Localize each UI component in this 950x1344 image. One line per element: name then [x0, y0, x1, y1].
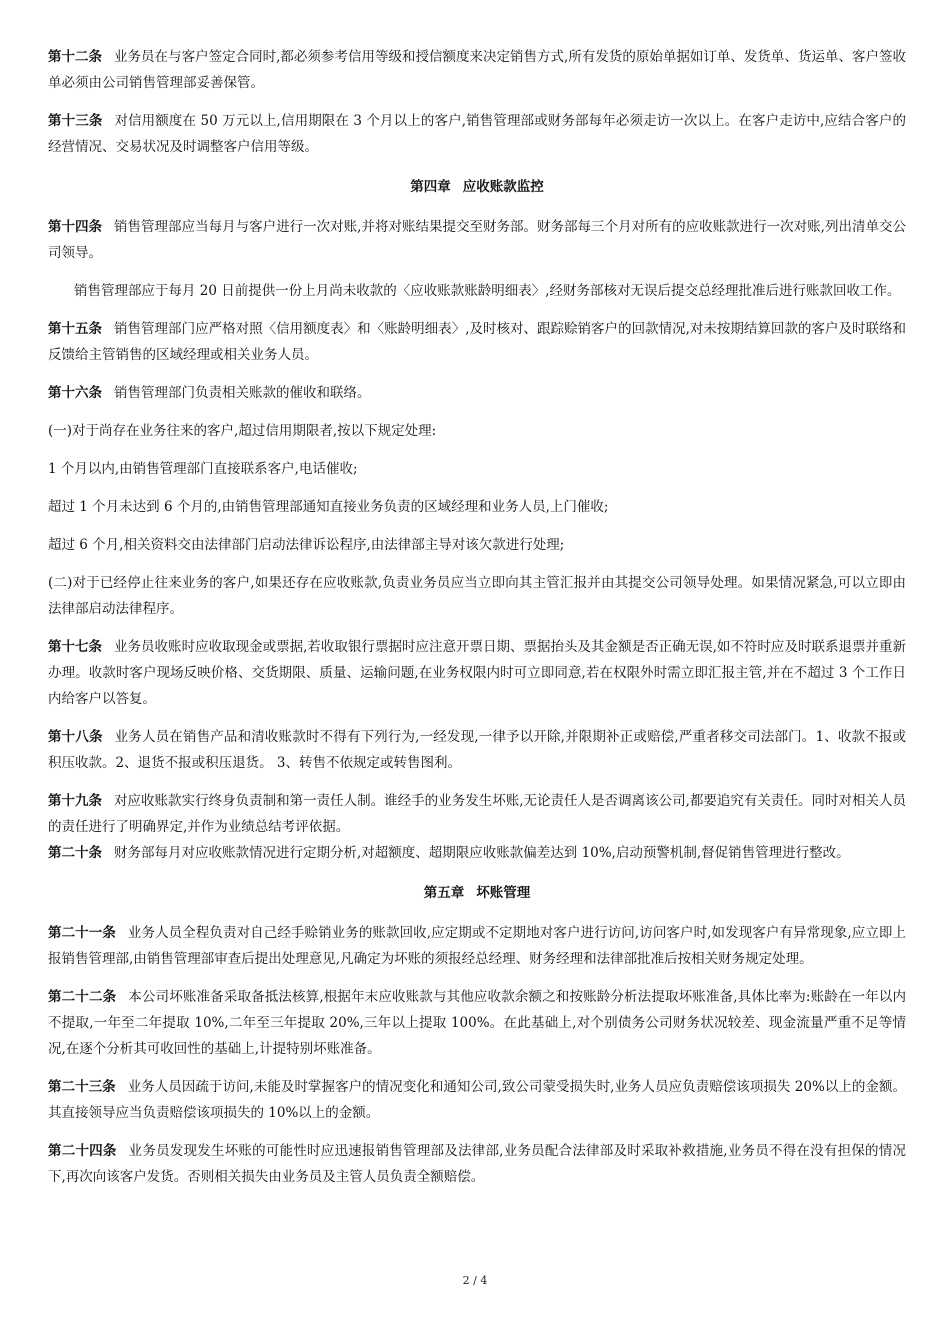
- chapter-title: 应收账款监控: [462, 179, 544, 195]
- article-number: 第十五条: [48, 321, 103, 337]
- body-paragraph: [48, 418, 906, 444]
- article-number: 第十九条: [48, 793, 103, 809]
- article-paragraph: [48, 1138, 906, 1190]
- article-paragraph: [48, 724, 906, 776]
- article-paragraph: [48, 316, 906, 368]
- article-paragraph: [48, 840, 906, 866]
- article-number: 第二十四条: [48, 1143, 117, 1159]
- article-paragraph: [48, 380, 906, 406]
- article-number: 第十四条: [48, 219, 103, 235]
- chapter-title: 坏账管理: [476, 885, 531, 901]
- article-number: 第十七条: [48, 639, 103, 655]
- paragraph-text: 业务员发现发生坏账的可能性时应迅速报销售管理部及法律部,业务员配合法律部及时采取补救措施,业务员不得在没有担保的情况下,再次向该客户发货。否则相关损失由业务员及主管人员负责全额赔偿。: [48, 1143, 906, 1185]
- body-paragraph: [48, 456, 906, 482]
- article-number: 第二十条: [48, 845, 102, 861]
- paragraph-text: (二)对于已经停止往来业务的客户,如果还存在应收账款,负责业务员应当立即向其主管汇报并由其提交公司领导处理。如果情况紧急,可以立即由法律部启动法律程序。: [48, 575, 906, 617]
- article-number: 第二十三条: [48, 1079, 116, 1095]
- chapter-number: 第四章: [410, 179, 451, 195]
- chapter-heading: [48, 880, 906, 906]
- article-paragraph: [48, 920, 906, 972]
- paragraph-text: 销售管理部门负责相关账款的催收和联络。: [114, 385, 371, 401]
- paragraph-text: 对信用额度在 50 万元以上,信用期限在 3 个月以上的客户,销售管理部或财务部每年必须走访一次以上。在客户走访中,应结合客户的经营情况、交易状况及时调整客户信用等级。: [48, 113, 906, 155]
- paragraph-text: 超过 1 个月未达到 6 个月的,由销售管理部通知直接业务负责的区域经理和业务人员,上门催收;: [48, 499, 609, 515]
- article-paragraph: [48, 108, 906, 160]
- chapter-number: 第五章: [423, 885, 465, 901]
- article-number: 第十二条: [48, 49, 103, 65]
- paragraph-text: 业务员在与客户签定合同时,都必须参考信用等级和授信额度来决定销售方式,所有发货的原始单据如订单、发货单、货运单、客户签收单必须由公司销售管理部妥善保管。: [48, 49, 906, 91]
- paragraph-text: 业务人员因疏于访问,未能及时掌握客户的情况变化和通知公司,致公司蒙受损失时,业务人员应负责赔偿该项损失 20%以上的金额。其直接领导应当负责赔偿该项损失的 10%以上的金额。: [48, 1079, 907, 1121]
- article-paragraph: [48, 44, 906, 96]
- article-paragraph: [48, 214, 906, 266]
- article-paragraph: [48, 788, 906, 840]
- article-number: 第二十一条: [48, 925, 116, 941]
- paragraph-text: (一)对于尚存在业务往来的客户,超过信用期限者,按以下规定处理:: [48, 423, 437, 439]
- page-number: 2 / 4: [462, 1274, 488, 1287]
- body-paragraph: [48, 570, 906, 622]
- article-paragraph: [48, 634, 906, 712]
- article-number: 第二十二条: [48, 989, 117, 1005]
- paragraph-text: 销售管理部应于每月 20 日前提供一份上月尚未收款的〈应收账款账龄明细表〉,经财务部核对无误后提交总经理批准后进行账款回收工作。: [74, 283, 901, 299]
- paragraph-text: 销售管理部门应严格对照〈信用额度表〉和〈账龄明细表〉,及时核对、跟踪赊销客户的回款情况,对未按期结算回款的客户及时联络和反馈给主管销售的区域经理或相关业务人员。: [48, 321, 906, 363]
- article-number: 第十六条: [48, 385, 102, 401]
- paragraph-text: 1 个月以内,由销售管理部门直接联系客户,电话催收;: [48, 461, 358, 477]
- paragraph-text: 业务人员在销售产品和清收账款时不得有下列行为,一经发现,一律予以开除,并限期补正或赔偿,严重者移交司法部门。1、收款不报或积压收款。2、退货不报或积压退货。 3、转售不依规定或转售图利。: [48, 729, 906, 771]
- paragraph-text: 销售管理部应当每月与客户进行一次对账,并将对账结果提交至财务部。财务部每三个月对所有的应收账款进行一次对账,列出清单交公司领导。: [48, 219, 906, 261]
- body-paragraph: [48, 278, 906, 304]
- article-number: 第十八条: [48, 729, 103, 745]
- paragraph-text: 业务员收账时应收取现金或票据,若收取银行票据时应注意开票日期、票据抬头及其金额是否正确无误,如不符时应及时联系退票并重新办理。收款时客户现场反映价格、交货期限、质量、运输问题,在业务权限内时可立即同意,若在权限外时需立即汇报主管,并在不超过 3 个工作日内给客户以答复。: [48, 639, 906, 707]
- paragraph-text: 本公司坏账准备采取备抵法核算,根据年末应收账款与其他应收款余额之和按账龄分析法提取坏账准备,具体比率为:账龄在一年以内不提取,一年至二年提取 10%,二年至三年提取 20%,三年以上提取 100%。在此基础上,对个别债务公司财务状况较差、现金流量严重不足等情况,在逐个分析其可收回性的基础上,计提特别坏账准备。: [48, 989, 906, 1057]
- document-body: [48, 44, 906, 1202]
- article-paragraph: [48, 984, 906, 1062]
- chapter-heading: [48, 174, 906, 200]
- body-paragraph: [48, 494, 906, 520]
- body-paragraph: [48, 532, 906, 558]
- paragraph-text: 业务人员全程负责对自己经手赊销业务的账款回收,应定期或不定期地对客户进行访问,访问客户时,如发现客户有异常现象,应立即上报销售管理部,由销售管理部审查后提出处理意见,凡确定为坏账的须报经总经理、财务经理和法律部批准后按相关财务规定处理。: [48, 925, 906, 967]
- article-paragraph: [48, 1074, 906, 1126]
- article-number: 第十三条: [48, 113, 103, 129]
- paragraph-text: 对应收账款实行终身负责制和第一责任人制。谁经手的业务发生坏账,无论责任人是否调离该公司,都要追究有关责任。同时对相关人员的责任进行了明确界定,并作为业绩总结考评依据。: [48, 793, 906, 835]
- paragraph-text: 财务部每月对应收账款情况进行定期分析,对超额度、超期限应收账款偏差达到 10%,启动预警机制,督促销售管理进行整改。: [114, 845, 850, 861]
- paragraph-text: 超过 6 个月,相关资料交由法律部门启动法律诉讼程序,由法律部主导对该欠款进行处理;: [48, 537, 565, 553]
